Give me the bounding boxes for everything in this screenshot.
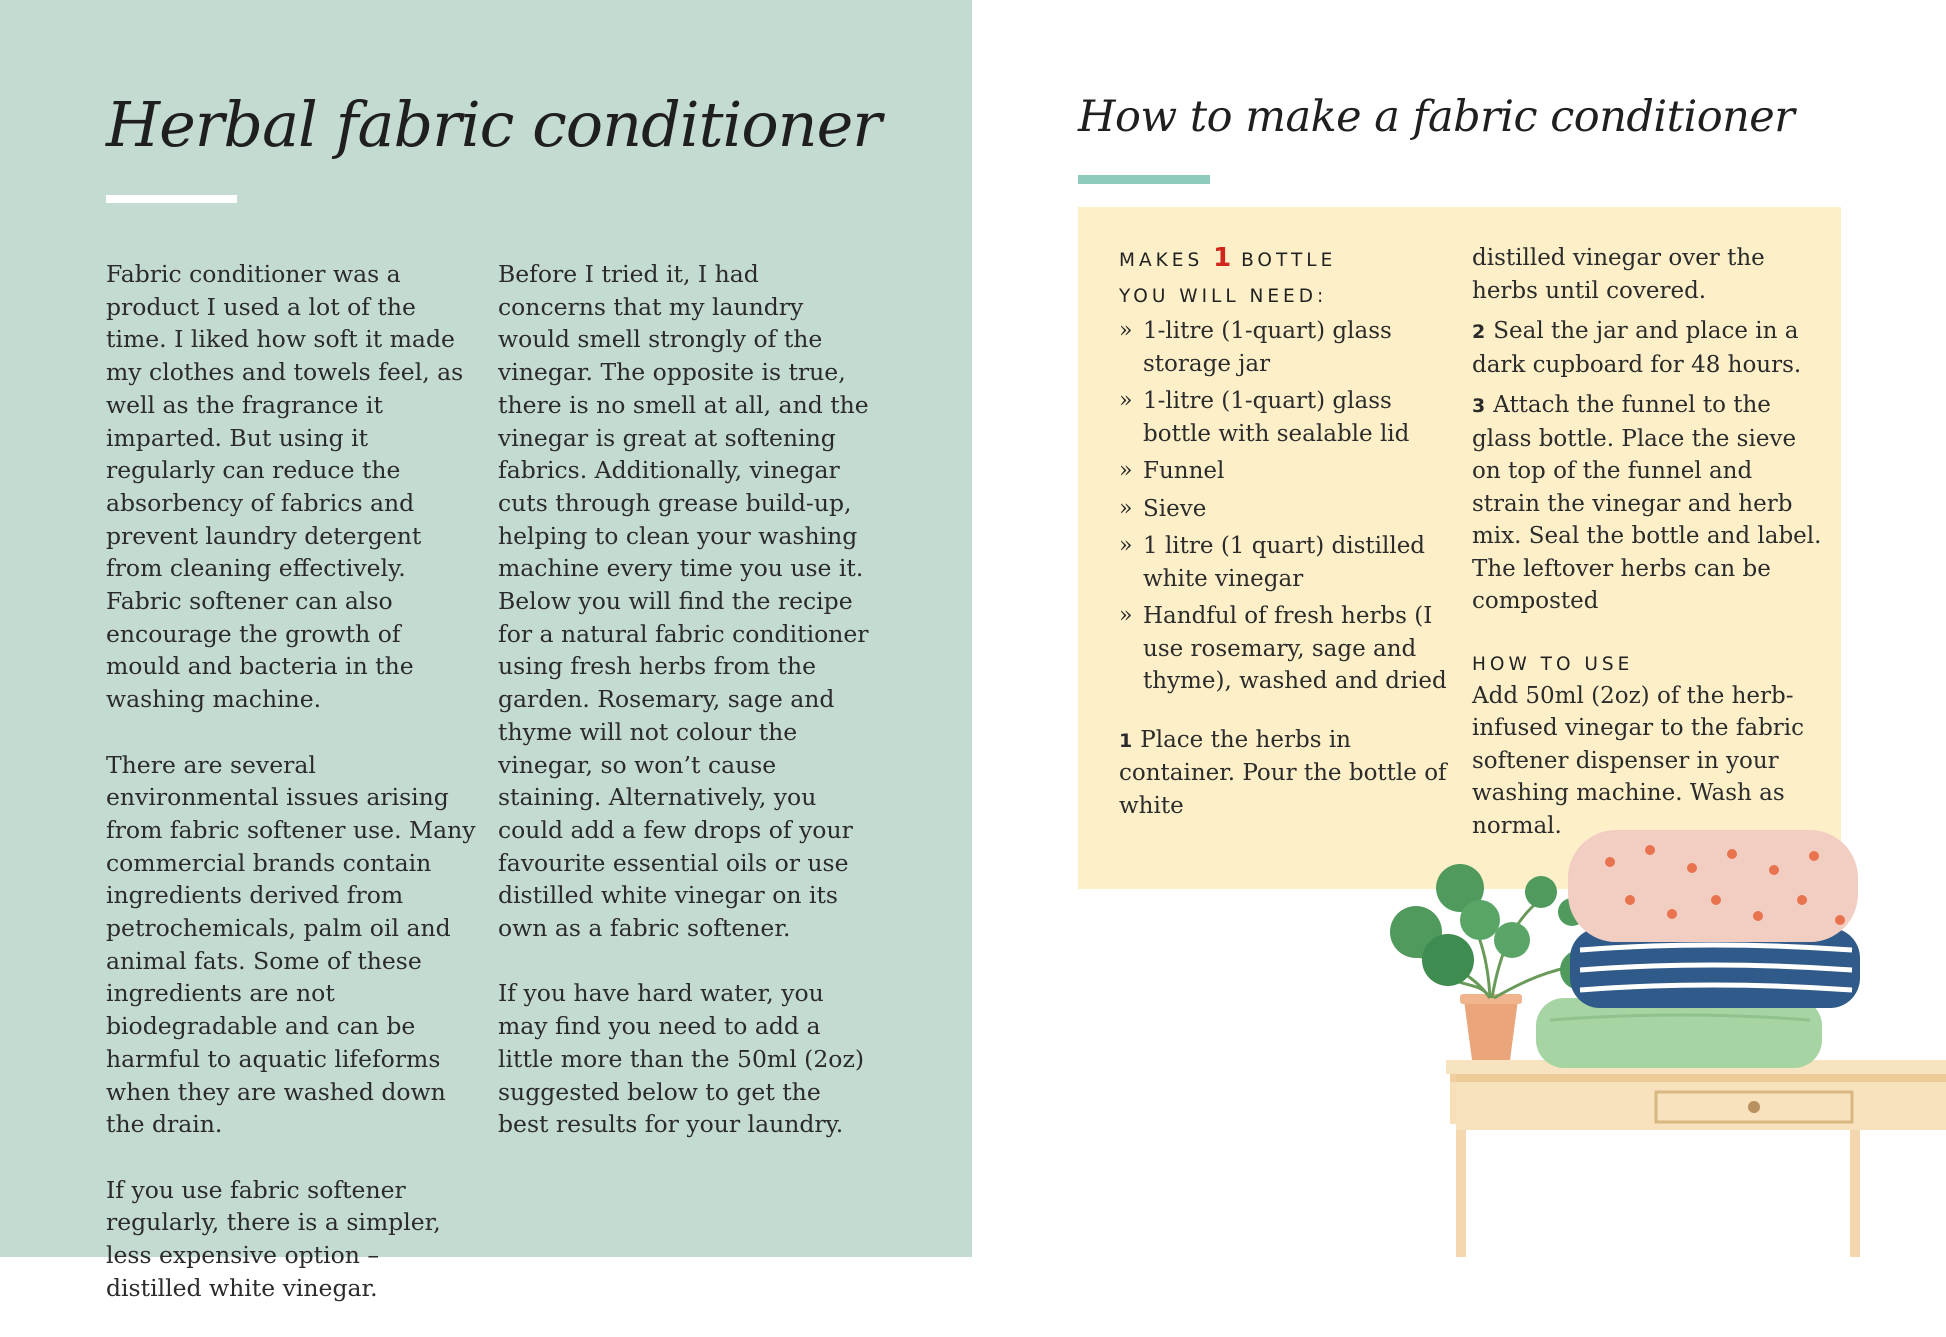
list-item: » 1-litre (1-quart) glass storage jar	[1119, 315, 1449, 380]
how-to-use-heading: HOW TO USE	[1472, 653, 1634, 675]
bullet-icon: »	[1119, 533, 1133, 558]
ingredient-list	[1119, 315, 1449, 698]
laundry-illustration	[1340, 820, 1946, 1257]
how-to-use-text: Add 50ml (2oz) of the herb-infused vinegar to the fabric softener dispenser in your washing machine. Wash as normal.	[1472, 682, 1805, 839]
title-underline	[106, 195, 237, 203]
step-3: 3 Attach the funnel to the glass bottle. Place the sieve on top of the funnel and strain the vinegar and herb mix. Seal the bottle and label. The leftover herbs can be composted	[1472, 392, 1822, 614]
bullet-icon: »	[1119, 495, 1133, 521]
text-column-2	[498, 258, 873, 1174]
list-item: » 1-litre (1-quart) glass bottle with sealable lid	[1119, 385, 1449, 450]
bullet-icon: »	[1119, 388, 1133, 413]
step-1-continued: distilled vinegar over the herbs until covered.	[1472, 245, 1765, 304]
page-title: Herbal fabric conditioner	[106, 88, 881, 161]
list-item: » 1 litre (1 quart) distilled white vinegar	[1119, 530, 1449, 595]
text-column-1	[106, 258, 478, 1337]
step-1: 1 Place the herbs in container. Pour the bottle of white	[1119, 726, 1447, 819]
paragraph: If you have hard water, you may find you need to add a little more than the 50ml (2oz) suggested below to get the best results for your laundry.	[498, 979, 864, 1139]
list-item: » Handful of fresh herbs (I use rosemary, sage and thyme), washed and dried	[1119, 600, 1449, 698]
folded-towels-illustration	[1536, 830, 1860, 1068]
recipe-column-1	[1119, 240, 1449, 830]
paragraph: Fabric conditioner was a product I used a lot of the time. I liked how soft it made my clothes and towels feel, as well as the fragrance it imparted. But using it regularly can reduce the absorbency of fabrics and prevent laundry detergent from cleaning effectively. Fabric softener can also encourage the growth of mould and bacteria in the washing machine.	[106, 260, 464, 714]
bullet-icon: »	[1119, 318, 1133, 343]
paragraph: Before I tried it, I had concerns that my laundry would smell strongly of the vinegar. The opposite is true, there is no smell at all, and the vinegar is great at softening fabrics. Additionally, vinegar cuts through grease build-up, helping to clean your washing machine every time you use it. Below you will find the recipe for a natural fabric conditioner using fresh herbs from the garden. Rosemary, sage and thyme will not colour the vinegar, so won’t cause staining. Alternatively, you could add a few drops of your favourite essential oils or use distilled white vinegar on its own as a fabric softener.	[498, 260, 869, 943]
makes-count: 1	[1213, 243, 1232, 273]
step-2: 2 Seal the jar and place in a dark cupboard for 48 hours.	[1472, 318, 1802, 378]
table-illustration	[1446, 1060, 1946, 1257]
recipe-title-underline	[1078, 175, 1210, 184]
paragraph: There are several environmental issues arising from fabric softener use. Many commercial brands contain ingredients derived from petrochemicals, palm oil and animal fats. Some of these ingredients are not biodegradable and can be harmful to aquatic lifeforms when they are washed down the drain.	[106, 750, 476, 1139]
paragraph: If you use fabric softener regularly, there is a simpler, less expensive option – distilled white vinegar.	[106, 1175, 441, 1302]
list-item: » Sieve	[1119, 493, 1449, 526]
bullet-icon: »	[1119, 603, 1133, 628]
left-page	[0, 0, 972, 1302]
list-item: » Funnel	[1119, 455, 1449, 488]
bullet-icon: »	[1119, 458, 1133, 483]
you-will-need-heading: YOU WILL NEED:	[1119, 286, 1328, 307]
recipe-column-2	[1472, 242, 1822, 842]
recipe-title: How to make a fabric conditioner	[1078, 92, 1795, 142]
makes-line: MAKES 1 BOTTLE	[1119, 243, 1337, 273]
